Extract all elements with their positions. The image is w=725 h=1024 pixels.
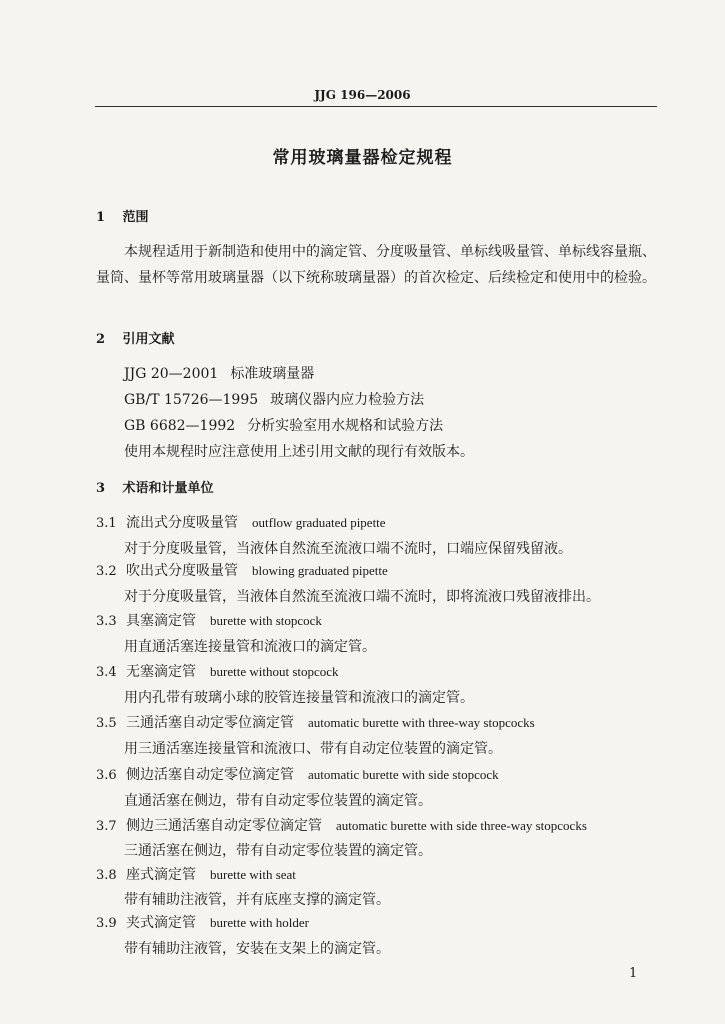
section-title: 术语和计量单位 [122, 481, 214, 496]
term-number: 3.9 [96, 916, 117, 931]
term-en: automatic burette with side stopcock [308, 767, 499, 782]
section-heading-references [96, 328, 175, 347]
section-number: 2 [96, 332, 106, 347]
section-number: 1 [96, 210, 106, 225]
term-en: burette with stopcock [210, 613, 322, 628]
term-heading [96, 912, 309, 932]
term-en: burette with holder [210, 915, 309, 930]
term-cn: 夹式滴定管 [126, 915, 196, 931]
reference-code: JJG 20—2001 [124, 366, 219, 382]
reference-item [124, 415, 443, 435]
reference-code: GB 6682—1992 [124, 418, 236, 434]
section-heading-terms [96, 477, 214, 496]
term-definition: 直通活塞在侧边，带有自动定零位装置的滴定管。 [124, 793, 432, 809]
term-en: blowing graduated pipette [252, 563, 388, 578]
reference-code: GB/T 15726—1995 [124, 392, 259, 408]
term-number: 3.3 [96, 614, 117, 629]
term-en: automatic burette with side three-way stopcocks [336, 818, 587, 833]
term-number: 3.4 [96, 665, 117, 680]
term-cn: 吹出式分度吸量管 [126, 563, 238, 579]
term-definition: 三通活塞在侧边，带有自动定零位装置的滴定管。 [124, 843, 432, 859]
term-definition: 用内孔带有玻璃小球的胶管连接量管和流液口的滴定管。 [124, 690, 474, 706]
term-number: 3.6 [96, 768, 117, 783]
running-header: JJG 196—2006 [314, 88, 411, 102]
term-number: 3.5 [96, 716, 117, 731]
term-definition: 对于分度吸量管，当液体自然流至流液口端不流时，口端应保留残留液。 [124, 541, 572, 557]
term-cn: 三通活塞自动定零位滴定管 [126, 715, 294, 731]
term-number: 3.1 [96, 516, 117, 531]
term-cn: 流出式分度吸量管 [126, 515, 238, 531]
reference-item [124, 389, 424, 409]
reference-name: 玻璃仪器内应力检验方法 [270, 392, 425, 408]
header-rule [95, 106, 657, 107]
term-heading [96, 610, 322, 630]
term-definition: 对于分度吸量管，当液体自然流至流液口端不流时，即将流液口残留液排出。 [124, 589, 600, 605]
term-cn: 具塞滴定管 [126, 613, 196, 629]
page-number: 1 [629, 966, 638, 981]
term-heading [96, 661, 339, 681]
term-number: 3.2 [96, 564, 117, 579]
scope-paragraph: 本规程适用于新制造和使用中的滴定管、分度吸量管、单标线吸量管、单标线容量瓶、量筒、量杯等常用玻璃量器（以下统称玻璃量器）的首次检定、后续检定和使用中的检验。 [96, 244, 656, 286]
reference-name: 标准玻璃量器 [230, 366, 315, 382]
term-en: burette with seat [210, 867, 296, 882]
section-number: 3 [96, 481, 106, 496]
term-number: 3.7 [96, 819, 117, 834]
reference-item [124, 363, 314, 383]
term-definition: 带有辅助注液管，并有底座支撑的滴定管。 [124, 892, 390, 908]
term-cn: 侧边活塞自动定零位滴定管 [126, 767, 294, 783]
term-heading [96, 815, 587, 835]
reference-name: 分析实验室用水规格和试验方法 [247, 418, 444, 434]
term-definition: 用三通活塞连接量管和流液口、带有自动定位装置的滴定管。 [124, 741, 502, 757]
term-en: outflow graduated pipette [252, 515, 386, 530]
term-cn: 座式滴定管 [126, 867, 196, 883]
section-heading-scope [96, 206, 149, 225]
term-heading [96, 712, 535, 732]
document-title: 常用玻璃量器检定规程 [272, 148, 453, 168]
term-en: burette without stopcock [210, 664, 339, 679]
term-en: automatic burette with three-way stopcocks [308, 715, 535, 730]
term-heading [96, 560, 388, 580]
term-cn: 无塞滴定管 [126, 664, 196, 680]
reference-note: 使用本规程时应注意使用上述引用文献的现行有效版本。 [124, 444, 474, 460]
section-title: 范围 [122, 210, 149, 225]
term-definition: 带有辅助注液管，安装在支架上的滴定管。 [124, 941, 390, 957]
term-heading [96, 864, 296, 884]
term-cn: 侧边三通活塞自动定零位滴定管 [126, 818, 322, 834]
term-definition: 用直通活塞连接量管和流液口的滴定管。 [124, 639, 376, 655]
term-heading [96, 512, 386, 532]
term-number: 3.8 [96, 868, 117, 883]
section-title: 引用文献 [122, 332, 175, 347]
term-heading [96, 764, 499, 784]
